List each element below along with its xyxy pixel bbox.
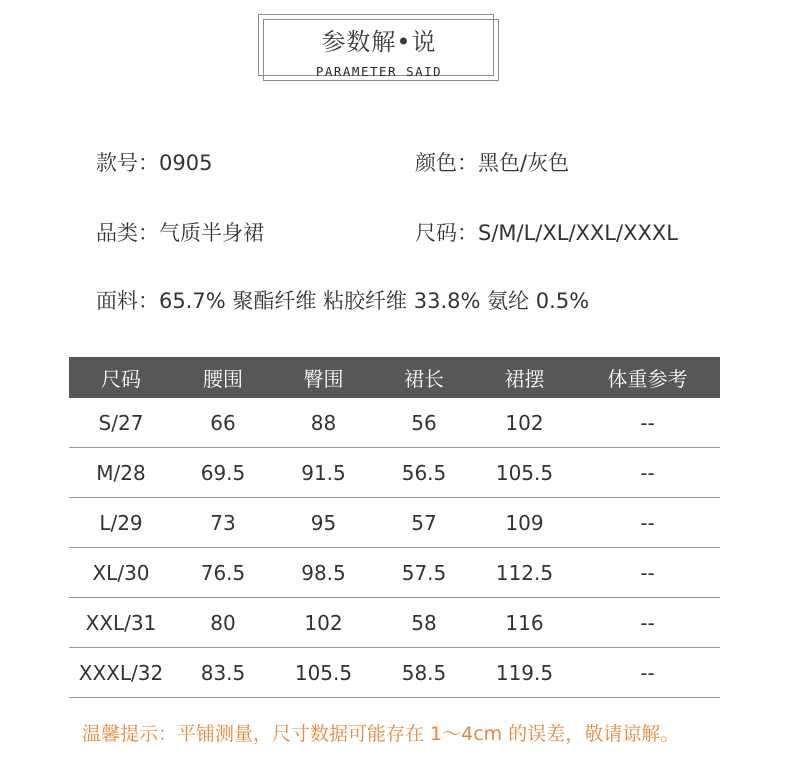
cell-waist: 66 — [173, 398, 273, 448]
cell-size: M/28 — [69, 448, 173, 498]
page-title: 参数解•说 — [321, 28, 437, 56]
fabric-value: 65.7% 聚酯纤维 粘胶纤维 33.8% 氨纶 0.5% — [159, 289, 590, 313]
table-row — [69, 398, 720, 448]
header-length: 裙长 — [374, 357, 474, 398]
fabric-line — [96, 287, 589, 315]
size-chart-table — [69, 357, 720, 698]
cell-size: XXL/31 — [69, 598, 173, 648]
cell-hip: 88 — [273, 398, 374, 448]
header-weight-ref: 体重参考 — [575, 357, 720, 398]
table-row — [69, 548, 720, 598]
cell-hip: 102 — [273, 598, 374, 648]
style-number-value: 0905 — [159, 151, 213, 175]
cell-weight-ref: -- — [575, 398, 720, 448]
header-size: 尺码 — [69, 357, 173, 398]
category-value: 气质半身裙 — [159, 221, 264, 245]
cell-weight-ref: -- — [575, 498, 720, 548]
table-row — [69, 598, 720, 648]
cell-weight-ref: -- — [575, 548, 720, 598]
cell-waist: 76.5 — [173, 548, 273, 598]
cell-length: 58 — [374, 598, 474, 648]
size-label: 尺码： — [415, 221, 478, 245]
cell-hem: 105.5 — [474, 448, 575, 498]
fabric-label: 面料： — [96, 289, 159, 313]
cell-hem: 116 — [474, 598, 575, 648]
cell-length: 56.5 — [374, 448, 474, 498]
cell-length: 58.5 — [374, 648, 474, 698]
cell-weight-ref: -- — [575, 598, 720, 648]
category-line — [96, 219, 264, 247]
title-box — [258, 14, 500, 82]
cell-hem: 119.5 — [474, 648, 575, 698]
color-value: 黑色/灰色 — [478, 151, 570, 175]
cell-size: L/29 — [69, 498, 173, 548]
cell-hem: 102 — [474, 398, 575, 448]
category-label: 品类： — [96, 221, 159, 245]
cell-weight-ref: -- — [575, 448, 720, 498]
cell-hem: 112.5 — [474, 548, 575, 598]
cell-waist: 73 — [173, 498, 273, 548]
cell-hip: 98.5 — [273, 548, 374, 598]
color-line — [415, 149, 569, 177]
cell-hip: 105.5 — [273, 648, 374, 698]
table-header-row — [69, 357, 720, 398]
table-row — [69, 498, 720, 548]
color-label: 颜色： — [415, 151, 478, 175]
cell-waist: 69.5 — [173, 448, 273, 498]
cell-hip: 95 — [273, 498, 374, 548]
style-number-line — [96, 149, 212, 177]
style-number-label: 款号： — [96, 151, 159, 175]
size-value: S/M/L/XL/XXL/XXXL — [478, 221, 678, 245]
header-waist: 腰围 — [173, 357, 273, 398]
cell-size: XL/30 — [69, 548, 173, 598]
cell-length: 56 — [374, 398, 474, 448]
cell-hem: 109 — [474, 498, 575, 548]
cell-length: 57.5 — [374, 548, 474, 598]
header-hem: 裙摆 — [474, 357, 575, 398]
cell-size: XXXL/32 — [69, 648, 173, 698]
cell-weight-ref: -- — [575, 648, 720, 698]
table-row — [69, 448, 720, 498]
cell-waist: 83.5 — [173, 648, 273, 698]
cell-length: 57 — [374, 498, 474, 548]
cell-hip: 91.5 — [273, 448, 374, 498]
size-line — [415, 219, 678, 247]
table-row — [69, 648, 720, 698]
cell-size: S/27 — [69, 398, 173, 448]
measurement-notice: 温馨提示：平铺测量，尺寸数据可能存在 1～4cm 的误差，敬请谅解。 — [82, 723, 680, 745]
page-subtitle: PARAMETER SAID — [315, 64, 443, 79]
header-hip: 臀围 — [273, 357, 374, 398]
cell-waist: 80 — [173, 598, 273, 648]
